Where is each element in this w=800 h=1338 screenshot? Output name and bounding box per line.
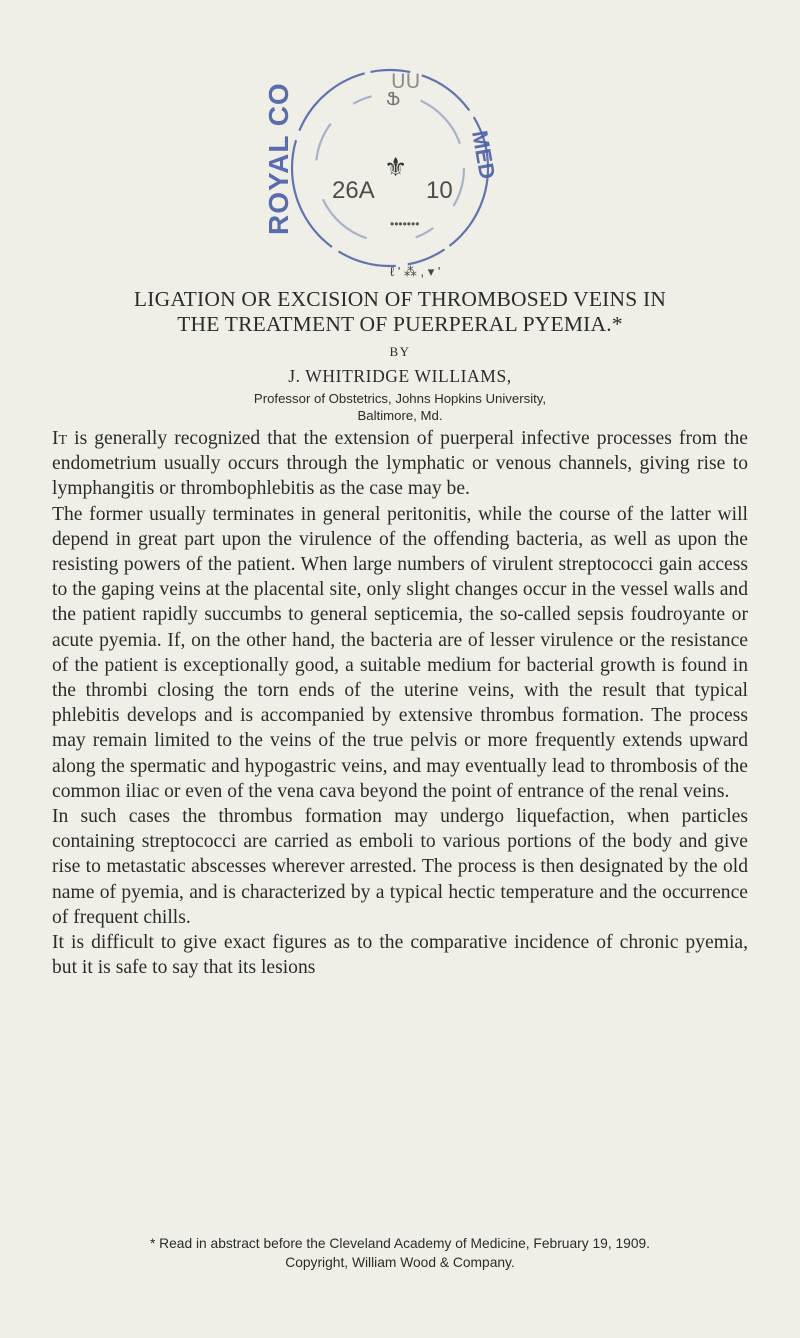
article-title-line-2: THE TREATMENT OF PUERPERAL PYEMIA.* [177, 312, 623, 336]
svg-text:⚜: ⚜ [384, 152, 408, 182]
author-affiliation-line-2: Baltimore, Md. [357, 408, 443, 423]
svg-text:Ֆ: Ֆ [386, 89, 401, 109]
author-affiliation-line-1: Professor of Obstetrics, Johns Hopkins University, [253, 391, 547, 406]
article-body [52, 426, 748, 980]
paragraph-1-lead: It [52, 428, 68, 449]
paragraph-1-text: is generally recognized that the extension of puerperal infective processes from the endometrium usually occurs through the lymphatic or venous channels, giving rise to lymphangitis or thrombophlebitis as the case may be. [52, 428, 748, 500]
svg-text:ᑌᑌ: ᑌᑌ [391, 71, 421, 93]
library-stamp [240, 40, 530, 295]
paragraph-1 [52, 426, 748, 502]
paragraph-3: In such cases the thrombus formation may undergo liquefaction, when particles containing streptococci are carried as emboli to various portions of the body and give rise to metastatic abscesses wherever arrested. The process is then designated by the old name of pyemia, and is characterized by a typical hectic temperature and the occurrence of frequent chills. [52, 806, 748, 928]
paragraph-4: It is difficult to give exact figures as to the comparative incidence of chronic pyemia, but it is safe to say that its lesions [52, 932, 748, 979]
stamp-number-left: 26A [332, 177, 375, 204]
footnote-read-in: * Read in abstract before the Cleveland Academy of Medicine, February 19, 1909. [149, 1236, 651, 1251]
svg-text:ℓ ' ⁂ , ▾ ': ℓ ' ⁂ , ▾ ' [390, 264, 441, 279]
paragraph-2: The former usually terminates in general peritonitis, while the course of the latter will depend in great part upon the virulence of the offending bacteria, as well as upon the resisting powers of the patient. When large numbers of virulent streptococci gain access to the gaping veins at the placental site, only slight changes occur in the vessel walls and the patient rapidly succumbs to general septicemia, the so-called sepsis foudroyante or acute pyemia. If, on the other hand, the bacteria are of lesser virulence or the resistance of the patient is exceptionally good, a suitable medium for bacterial growth is found in the thrombi closing the torn ends of the uterine veins, with the result that typical phlebitis develops and is accompanied by extensive thrombus formation. The process may remain limited to the veins of the true pelvis or more frequently extends upward along the spermatic and hypogastric veins, and may eventually lead to thrombosis of the common iliac or even of the vena cava beyond the point of entrance of the renal veins. [52, 503, 748, 802]
svg-text:MED: MED [467, 128, 501, 182]
author-name: J. WHITRIDGE WILLIAMS, [288, 366, 512, 386]
svg-text:•••••••: ••••••• [390, 217, 420, 231]
stamp-number-right: 10 [426, 177, 453, 204]
footnote-copyright: Copyright, William Wood & Company. [285, 1255, 515, 1270]
byline-by: BY [389, 344, 411, 359]
article-title-line-1: LIGATION OR EXCISION OF THROMBOSED VEINS IN [133, 287, 667, 311]
svg-text:ROYAL CO: ROYAL CO [263, 82, 294, 235]
